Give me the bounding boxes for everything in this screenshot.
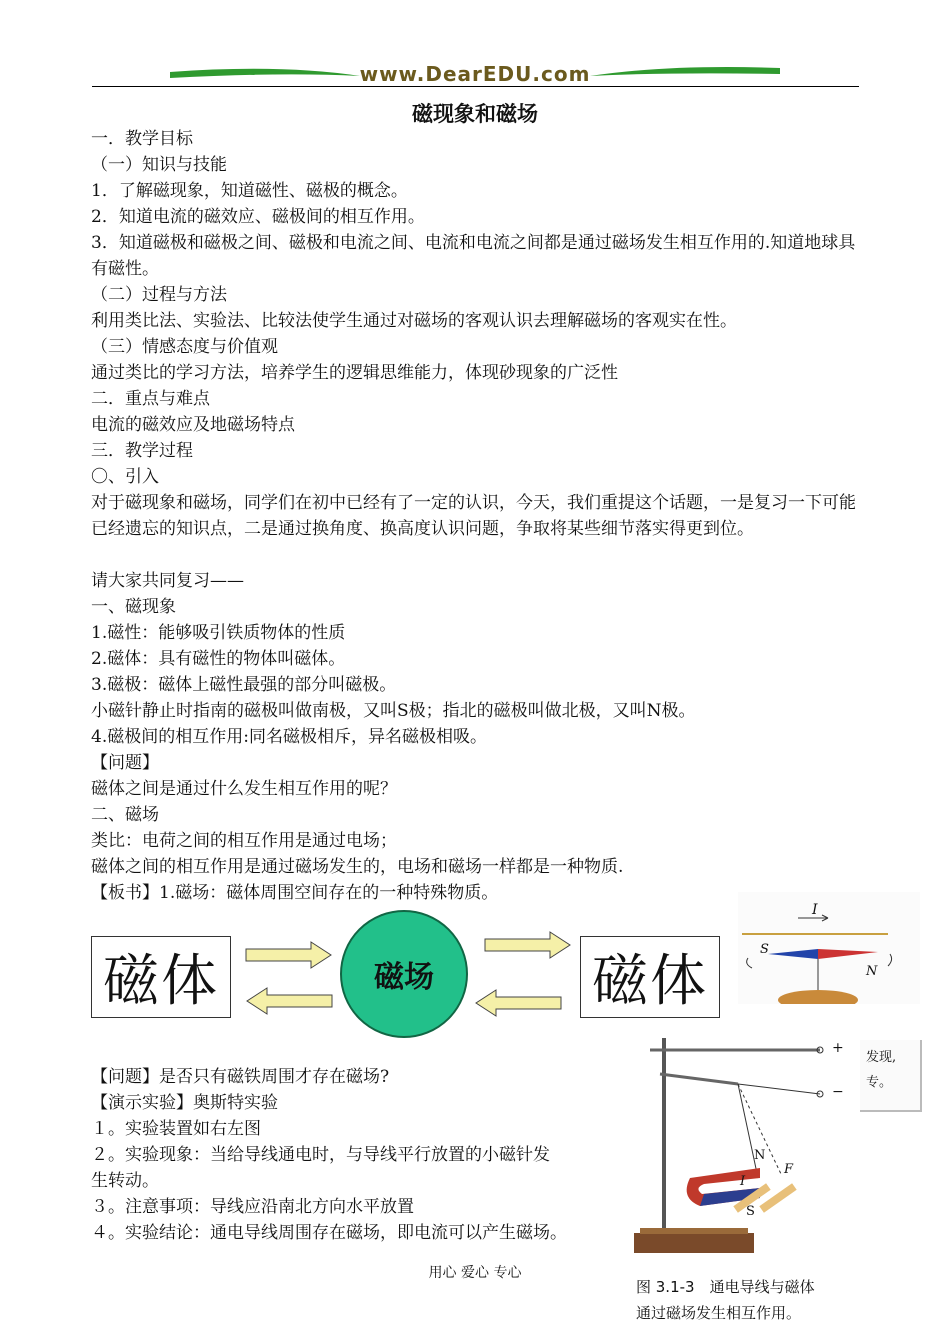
text-line: ３。注意事项：导线应沿南北方向水平放置 [91, 1197, 414, 1217]
field-circle [340, 910, 468, 1038]
text-line: 磁体之间是通过什么发生相互作用的呢？ [91, 779, 397, 799]
text-line: 1．了解磁现象，知道磁性、磁极的概念。 [91, 181, 408, 201]
header-banner [170, 62, 780, 88]
field-label: 磁场 [374, 960, 434, 995]
text-line: 磁体之间的相互作用是通过磁场发生的，电场和磁场一样都是一种物质. [91, 857, 624, 877]
text-line: （一）知识与技能 [91, 155, 227, 175]
text-line: 【板书】1.磁场：磁体周围空间存在的一种特殊物质。 [91, 883, 499, 903]
arrow-right-icon [484, 930, 572, 960]
figure-caption: 图 3.1-3 通电导线与磁体 [636, 1278, 815, 1296]
arrow-left-icon [474, 988, 562, 1018]
apparatus-icon [620, 1028, 860, 1268]
text-line: 1.磁性：能够吸引铁质物体的性质 [91, 623, 346, 643]
magnet-box-left [91, 936, 231, 1018]
snippet-line: 发现, [866, 1050, 897, 1065]
text-line: １。实验装置如右左图 [91, 1119, 261, 1139]
text-line: 请大家共同复习—— [91, 571, 244, 591]
text-line: ４。实验结论：通电导线周围存在磁场，即电流可以产生磁场。 [91, 1223, 567, 1243]
text-line: （二）过程与方法 [91, 285, 227, 305]
figure-caption: 通过磁场发生相互作用。 [636, 1304, 802, 1322]
text-line: （三）情感态度与价值观 [91, 337, 278, 357]
text-line: 三．教学过程 [91, 441, 193, 461]
text-line: 二、磁场 [91, 805, 159, 825]
text-line: 小磁针静止时指南的磁极叫做南极，又叫S极；指北的磁极叫做北极，又叫N极。 [91, 701, 696, 721]
text-line: 通过类比的学习方法，培养学生的逻辑思维能力，体现砂现象的广泛性 [91, 363, 618, 383]
text-line: 3.磁极：磁体上磁性最强的部分叫磁极。 [91, 675, 397, 695]
force-label: F [784, 1162, 794, 1177]
n-pole-label: N [754, 1148, 766, 1163]
text-line: 2．知道电流的磁效应、磁极间的相互作用。 [91, 207, 425, 227]
south-label: S [760, 942, 769, 957]
oersted-figure [620, 1028, 920, 1334]
magnet-box-right [580, 936, 720, 1018]
text-line: ２。实验现象：当给导线通电时，与导线平行放置的小磁针发 [91, 1145, 550, 1165]
page-footer: 用心 爱心 专心 [428, 1265, 522, 1281]
plus-terminal-label: + [832, 1040, 844, 1056]
text-paragraph: 对于磁现象和磁场，同学们在初中已经有了一定的认识，今天，我们重提这个话题，一是复习一下可能已经遗忘的知识点，二是通过换角度、换高度认识问题，争取将某些细节落实得更到位。 [91, 493, 856, 539]
text-line: 【问题】是否只有磁铁周围才存在磁场? [91, 1067, 390, 1087]
page-title: 磁现象和磁场 [412, 102, 538, 126]
text-line: 生转动。 [91, 1171, 159, 1191]
arrow-left-icon [245, 986, 333, 1016]
text-line: 2.磁体：具有磁性的物体叫磁体。 [91, 649, 346, 669]
text-line: 类比：电荷之间的相互作用是通过电场； [91, 831, 397, 851]
arrow-right-icon [245, 940, 333, 970]
text-line: 一．教学目标 [91, 129, 193, 149]
s-pole-label: S [746, 1204, 755, 1219]
header-rule [92, 86, 859, 87]
header-site[interactable]: www.DearEDU.com [359, 62, 591, 86]
text-line: 电流的磁效应及地磁场特点 [91, 415, 295, 435]
magnet-label-right: 磁体 [592, 949, 708, 1014]
text-line: 利用类比法、实验法、比较法使学生通过对磁场的客观认识去理解磁场的客观实在性。 [91, 311, 737, 331]
current-label: I [740, 1174, 746, 1189]
snippet-line: 专。 [866, 1075, 893, 1090]
text-line: 二．重点与难点 [91, 389, 210, 409]
minus-terminal-label: − [832, 1084, 844, 1100]
text-line: 4.磁极间的相互作用:同名磁极相斥，异名磁极相吸。 [91, 727, 487, 747]
text-line: 【问题】 [91, 753, 159, 773]
text-paragraph: 3．知道磁极和磁极之间、磁极和电流之间、电流和电流之间都是通过磁场发生相互作用的.知道地球具有磁性。 [91, 233, 856, 279]
compass-figure [738, 892, 920, 1004]
text-line: 〇、引入 [91, 467, 159, 487]
magnet-label-left: 磁体 [103, 949, 219, 1014]
north-label: N [866, 964, 878, 979]
text-line: 一、磁现象 [91, 597, 176, 617]
current-label: I [812, 902, 818, 918]
text-line: 【演示实验】奥斯特实验 [91, 1093, 278, 1113]
